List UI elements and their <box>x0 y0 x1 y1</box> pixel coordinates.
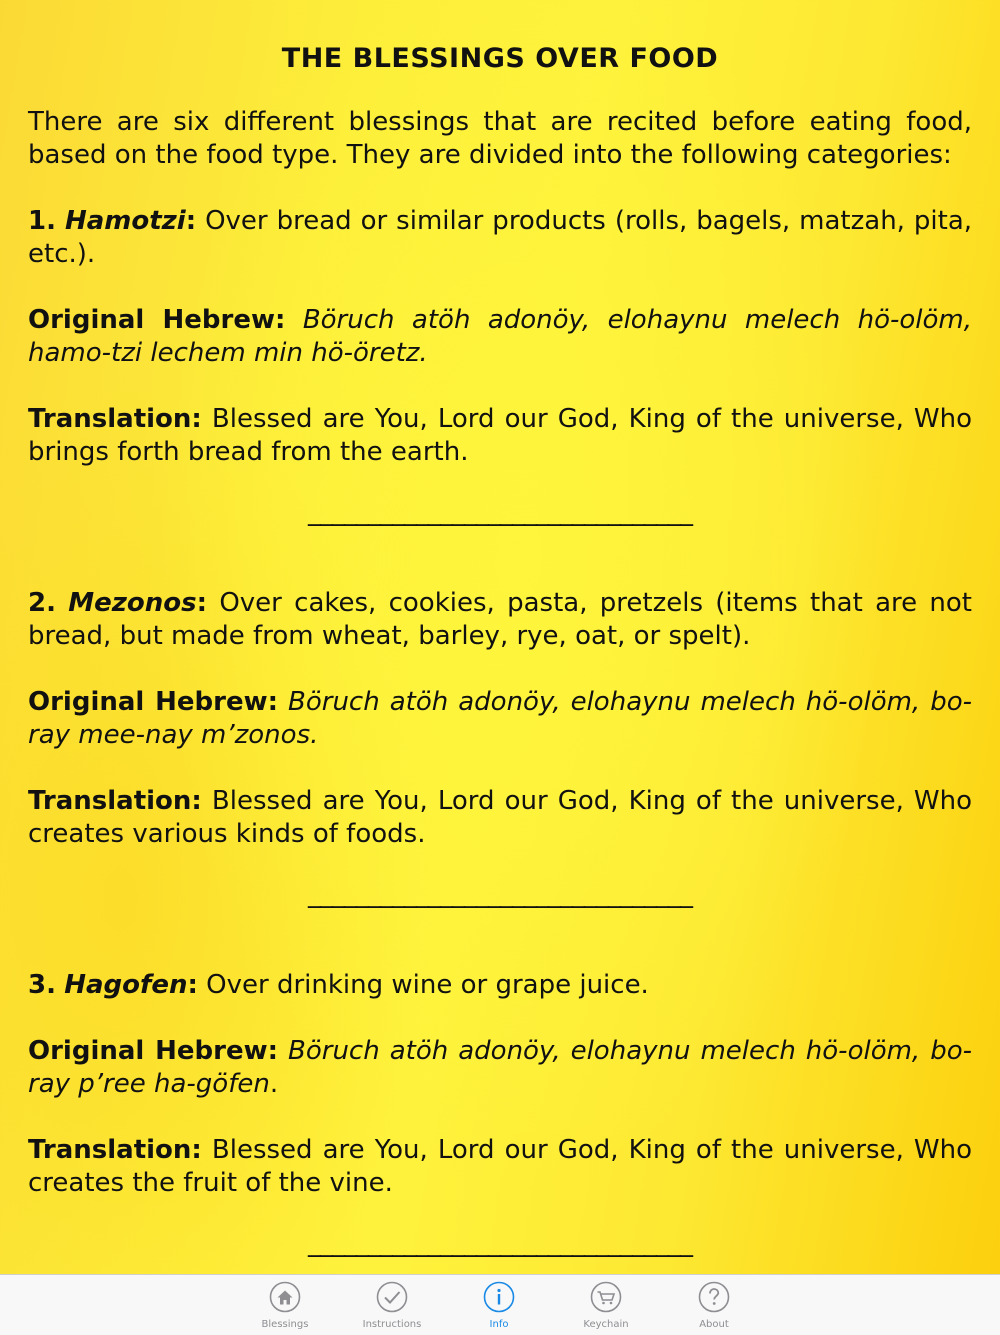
question-icon <box>698 1281 730 1313</box>
blessing-1-translation: Translation: Blessed are You, Lord our God, King of the universe, Who brings forth bread from the earth. <box>28 404 973 467</box>
tab-bar <box>0 1274 1000 1335</box>
tab-info[interactable] <box>445 1275 553 1335</box>
page-title: THE BLESSINGS OVER FOOD <box>281 43 719 74</box>
intro-text: There are six different blessings that are recited before eating food, based on the food type. They are divided into the following categories: <box>28 107 972 170</box>
tab-label: Blessings <box>261 1319 309 1330</box>
tab-label: Keychain <box>583 1319 629 1330</box>
info-icon <box>483 1281 515 1313</box>
blessing-1-name: Hamotzi <box>64 206 186 236</box>
tab-keychain[interactable] <box>552 1275 660 1335</box>
blessing-1-hebrew: Original Hebrew: Böruch atöh adonöy, elohaynu melech hö-olöm, hamo-tzi lechem min hö-öretz. <box>28 305 972 368</box>
cart-icon <box>590 1281 622 1313</box>
blessing-2-translation: Translation: Blessed are You, Lord our God, King of the universe, Who creates various kinds of foods. <box>28 786 973 849</box>
blessing-2-heading: 2. Mezonos: Over cakes, cookies, pasta, pretzels (items that are not bread, but made from wheat, barley, rye, oat, or spelt). <box>28 588 972 651</box>
tab-label: About <box>699 1319 729 1330</box>
blessing-2-hebrew: Original Hebrew: Böruch atöh adonöy, elohaynu melech hö-olöm, bo-ray mee-nay m’zonos. <box>28 687 972 750</box>
blessing-3-hebrew: Original Hebrew: Böruch atöh adonöy, elohaynu melech hö-olöm, bo-ray p’ree ha-göfen. <box>28 1036 972 1099</box>
tab-label: Info <box>489 1319 509 1330</box>
blessing-1-heading: 1. Hamotzi: Over bread or similar products (rolls, bagels, matzah, pita, etc.). <box>28 206 973 269</box>
section-divider: ________________________________ <box>308 1228 692 1258</box>
tab-blessings[interactable] <box>231 1275 339 1335</box>
section-divider: ________________________________ <box>308 879 692 909</box>
tab-instructions[interactable] <box>338 1275 446 1335</box>
blessing-2-name: Mezonos <box>68 588 197 618</box>
home-icon <box>269 1281 301 1313</box>
info-content <box>28 40 972 1263</box>
checkmark-icon <box>376 1281 408 1313</box>
section-divider: ________________________________ <box>308 497 692 527</box>
tab-label: Instructions <box>362 1319 422 1330</box>
blessing-3-name: Hagofen <box>64 970 188 1000</box>
blessing-3-heading: 3. Hagofen: Over drinking wine or grape juice. <box>28 970 649 1000</box>
blessing-3-translation: Translation: Blessed are You, Lord our God, King of the universe, Who creates the fruit of the vine. <box>28 1135 973 1198</box>
tab-about[interactable] <box>660 1275 768 1335</box>
